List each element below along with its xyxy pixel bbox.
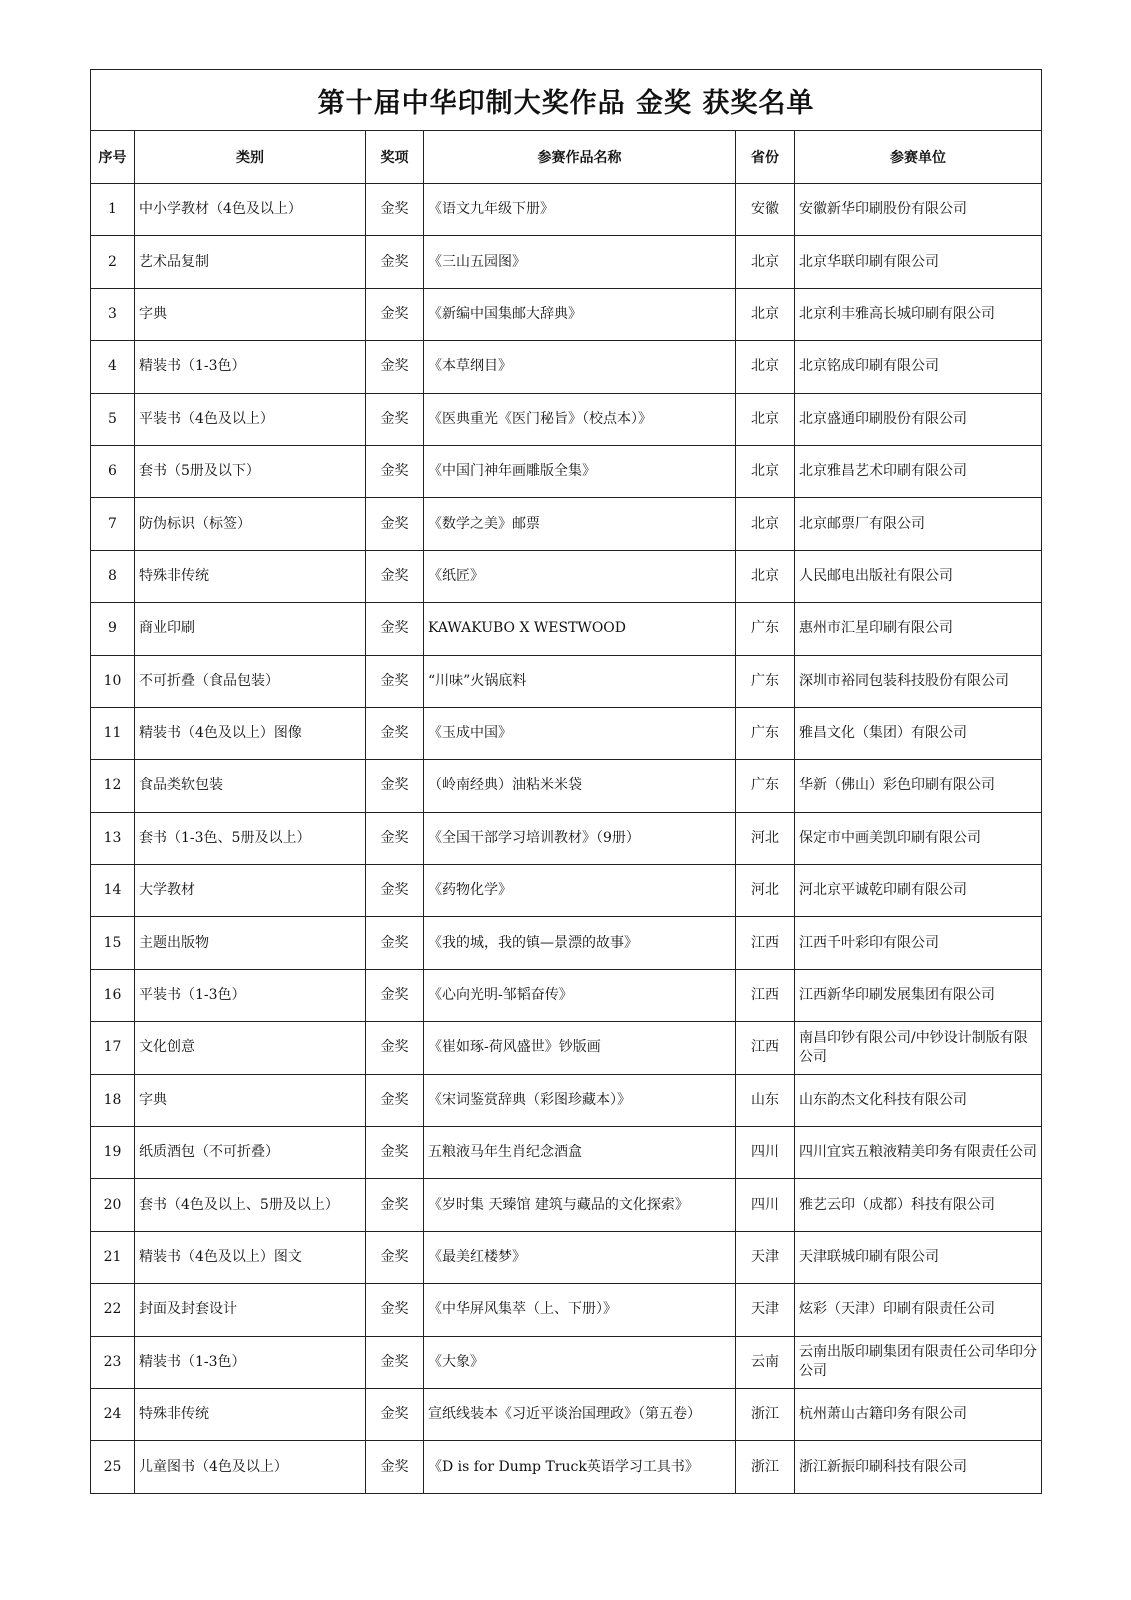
cell-no: 23 (91, 1336, 135, 1388)
cell-award: 金奖 (366, 969, 424, 1021)
table-row (91, 1231, 1042, 1283)
cell-award: 金奖 (366, 760, 424, 812)
cell-unit: 人民邮电出版社有限公司 (795, 550, 1042, 602)
cell-no: 15 (91, 917, 135, 969)
cell-award: 金奖 (366, 917, 424, 969)
table-row (91, 917, 1042, 969)
header-work: 参赛作品名称 (424, 131, 736, 184)
cell-province: 浙江 (736, 1441, 795, 1493)
header-award: 奖项 (366, 131, 424, 184)
cell-unit: 北京铭成印刷有限公司 (795, 341, 1042, 393)
cell-category: 文化创意 (135, 1022, 366, 1074)
cell-work: 《数学之美》邮票 (424, 498, 736, 550)
cell-no: 18 (91, 1074, 135, 1126)
cell-award: 金奖 (366, 393, 424, 445)
table-row (91, 865, 1042, 917)
cell-unit: 天津联城印刷有限公司 (795, 1231, 1042, 1283)
cell-award: 金奖 (366, 1441, 424, 1493)
cell-category: 平装书（4色及以上） (135, 393, 366, 445)
cell-province: 北京 (736, 393, 795, 445)
cell-unit: 华新（佛山）彩色印刷有限公司 (795, 760, 1042, 812)
cell-work: 《纸匠》 (424, 550, 736, 602)
cell-award: 金奖 (366, 236, 424, 288)
cell-category: 字典 (135, 1074, 366, 1126)
table-row (91, 1441, 1042, 1493)
cell-no: 5 (91, 393, 135, 445)
cell-province: 北京 (736, 498, 795, 550)
cell-award: 金奖 (366, 1388, 424, 1440)
cell-work: （岭南经典）油粘米米袋 (424, 760, 736, 812)
table-row (91, 236, 1042, 288)
cell-no: 19 (91, 1127, 135, 1179)
cell-work: 《全国干部学习培训教材》（9册） (424, 812, 736, 864)
cell-category: 套书（5册及以下） (135, 445, 366, 497)
cell-category: 套书（4色及以上、5册及以上） (135, 1179, 366, 1231)
cell-unit: 江西新华印刷发展集团有限公司 (795, 969, 1042, 1021)
cell-no: 17 (91, 1022, 135, 1074)
cell-category: 儿童图书（4色及以上） (135, 1441, 366, 1493)
cell-work: 《玉成中国》 (424, 707, 736, 759)
cell-award: 金奖 (366, 812, 424, 864)
cell-unit: 惠州市汇星印刷有限公司 (795, 603, 1042, 655)
cell-no: 20 (91, 1179, 135, 1231)
cell-category: 艺术品复制 (135, 236, 366, 288)
cell-province: 广东 (736, 603, 795, 655)
cell-award: 金奖 (366, 707, 424, 759)
cell-work: 《医典重光《医门秘旨》（校点本）》 (424, 393, 736, 445)
table-row (91, 1336, 1042, 1388)
cell-no: 1 (91, 184, 135, 236)
cell-province: 北京 (736, 288, 795, 340)
award-list-sheet (90, 69, 1041, 1494)
cell-province: 河北 (736, 865, 795, 917)
table-row (91, 498, 1042, 550)
cell-award: 金奖 (366, 1074, 424, 1126)
award-table (90, 69, 1042, 1494)
cell-unit: 北京邮票厂有限公司 (795, 498, 1042, 550)
cell-province: 江西 (736, 969, 795, 1021)
cell-category: 封面及封套设计 (135, 1284, 366, 1336)
cell-category: 字典 (135, 288, 366, 340)
table-row (91, 760, 1042, 812)
cell-work: 《最美红楼梦》 (424, 1231, 736, 1283)
cell-work: 《本草纲目》 (424, 341, 736, 393)
cell-no: 9 (91, 603, 135, 655)
cell-no: 7 (91, 498, 135, 550)
cell-category: 精装书（4色及以上）图像 (135, 707, 366, 759)
cell-category: 不可折叠（食品包装） (135, 655, 366, 707)
table-row (91, 969, 1042, 1021)
cell-no: 24 (91, 1388, 135, 1440)
cell-work: 《宋词鉴赏辞典（彩图珍藏本）》 (424, 1074, 736, 1126)
cell-unit: 山东韵杰文化科技有限公司 (795, 1074, 1042, 1126)
cell-no: 16 (91, 969, 135, 1021)
cell-unit: 深圳市裕同包装科技股份有限公司 (795, 655, 1042, 707)
cell-award: 金奖 (366, 445, 424, 497)
cell-province: 安徽 (736, 184, 795, 236)
cell-province: 山东 (736, 1074, 795, 1126)
cell-category: 纸质酒包（不可折叠） (135, 1127, 366, 1179)
cell-unit: 南昌印钞有限公司/中钞设计制版有限公司 (795, 1022, 1042, 1074)
table-row (91, 1284, 1042, 1336)
cell-unit: 云南出版印刷集团有限责任公司华印分公司 (795, 1336, 1042, 1388)
cell-no: 25 (91, 1441, 135, 1493)
table-row (91, 341, 1042, 393)
cell-award: 金奖 (366, 655, 424, 707)
cell-award: 金奖 (366, 1179, 424, 1231)
cell-unit: 北京利丰雅高长城印刷有限公司 (795, 288, 1042, 340)
cell-province: 北京 (736, 550, 795, 602)
table-row (91, 288, 1042, 340)
cell-province: 江西 (736, 917, 795, 969)
cell-unit: 北京华联印刷有限公司 (795, 236, 1042, 288)
cell-work: KAWAKUBO X WESTWOOD (424, 603, 736, 655)
cell-unit: 雅艺云印（成都）科技有限公司 (795, 1179, 1042, 1231)
table-row (91, 603, 1042, 655)
cell-work: 《我的城，我的镇—景漂的故事》 (424, 917, 736, 969)
table-row (91, 1179, 1042, 1231)
cell-award: 金奖 (366, 341, 424, 393)
cell-province: 河北 (736, 812, 795, 864)
cell-unit: 杭州萧山古籍印务有限公司 (795, 1388, 1042, 1440)
cell-work: 《大象》 (424, 1336, 736, 1388)
cell-category: 大学教材 (135, 865, 366, 917)
cell-province: 四川 (736, 1127, 795, 1179)
cell-work: 《心向光明-邹韬奋传》 (424, 969, 736, 1021)
cell-category: 特殊非传统 (135, 550, 366, 602)
table-body (91, 184, 1042, 1494)
cell-province: 云南 (736, 1336, 795, 1388)
table-row (91, 393, 1042, 445)
header-province: 省份 (736, 131, 795, 184)
cell-work: 《崔如琢-荷风盛世》钞版画 (424, 1022, 736, 1074)
cell-award: 金奖 (366, 1284, 424, 1336)
cell-province: 四川 (736, 1179, 795, 1231)
cell-work: “川味”火锅底料 (424, 655, 736, 707)
cell-work: 《中华屏风集萃（上、下册）》 (424, 1284, 736, 1336)
cell-province: 广东 (736, 707, 795, 759)
cell-unit: 河北京平诚乾印刷有限公司 (795, 865, 1042, 917)
cell-work: 《语文九年级下册》 (424, 184, 736, 236)
cell-work: 《药物化学》 (424, 865, 736, 917)
cell-no: 3 (91, 288, 135, 340)
cell-category: 特殊非传统 (135, 1388, 366, 1440)
cell-category: 精装书（1-3色） (135, 1336, 366, 1388)
cell-unit: 安徽新华印刷股份有限公司 (795, 184, 1042, 236)
table-row (91, 655, 1042, 707)
cell-no: 22 (91, 1284, 135, 1336)
cell-category: 中小学教材（4色及以上） (135, 184, 366, 236)
cell-unit: 保定市中画美凯印刷有限公司 (795, 812, 1042, 864)
cell-no: 11 (91, 707, 135, 759)
cell-province: 广东 (736, 760, 795, 812)
cell-work: 《三山五园图》 (424, 236, 736, 288)
cell-work: 五粮液马年生肖纪念酒盒 (424, 1127, 736, 1179)
cell-award: 金奖 (366, 498, 424, 550)
table-row (91, 550, 1042, 602)
cell-category: 防伪标识（标签） (135, 498, 366, 550)
cell-no: 8 (91, 550, 135, 602)
cell-province: 北京 (736, 445, 795, 497)
table-row (91, 812, 1042, 864)
cell-award: 金奖 (366, 288, 424, 340)
table-row (91, 1074, 1042, 1126)
cell-award: 金奖 (366, 865, 424, 917)
document-title: 第十届中华印制大奖作品 金奖 获奖名单 (91, 70, 1042, 131)
table-row (91, 184, 1042, 236)
table-row (91, 1127, 1042, 1179)
cell-province: 江西 (736, 1022, 795, 1074)
cell-province: 天津 (736, 1231, 795, 1283)
cell-award: 金奖 (366, 603, 424, 655)
cell-unit: 雅昌文化（集团）有限公司 (795, 707, 1042, 759)
cell-work: 《D is for Dump Truck英语学习工具书》 (424, 1441, 736, 1493)
cell-work: 《岁时集 天臻馆 建筑与藏品的文化探索》 (424, 1179, 736, 1231)
cell-unit: 北京盛通印刷股份有限公司 (795, 393, 1042, 445)
header-no: 序号 (91, 131, 135, 184)
cell-category: 精装书（4色及以上）图文 (135, 1231, 366, 1283)
cell-category: 平装书（1-3色） (135, 969, 366, 1021)
header-unit: 参赛单位 (795, 131, 1042, 184)
cell-no: 2 (91, 236, 135, 288)
cell-no: 13 (91, 812, 135, 864)
cell-award: 金奖 (366, 550, 424, 602)
cell-award: 金奖 (366, 1022, 424, 1074)
cell-category: 精装书（1-3色） (135, 341, 366, 393)
cell-category: 主题出版物 (135, 917, 366, 969)
cell-unit: 浙江新振印刷科技有限公司 (795, 1441, 1042, 1493)
cell-award: 金奖 (366, 1231, 424, 1283)
cell-award: 金奖 (366, 184, 424, 236)
cell-no: 21 (91, 1231, 135, 1283)
table-header-row (91, 131, 1042, 184)
cell-award: 金奖 (366, 1127, 424, 1179)
cell-province: 广东 (736, 655, 795, 707)
cell-province: 浙江 (736, 1388, 795, 1440)
cell-unit: 炫彩（天津）印刷有限责任公司 (795, 1284, 1042, 1336)
cell-province: 北京 (736, 236, 795, 288)
cell-unit: 北京雅昌艺术印刷有限公司 (795, 445, 1042, 497)
cell-award: 金奖 (366, 1336, 424, 1388)
table-row (91, 1388, 1042, 1440)
cell-work: 宣纸线装本《习近平谈治国理政》（第五卷） (424, 1388, 736, 1440)
table-row (91, 1022, 1042, 1074)
cell-work: 《新编中国集邮大辞典》 (424, 288, 736, 340)
cell-category: 商业印刷 (135, 603, 366, 655)
cell-province: 北京 (736, 341, 795, 393)
table-row (91, 707, 1042, 759)
cell-unit: 四川宜宾五粮液精美印务有限责任公司 (795, 1127, 1042, 1179)
cell-no: 4 (91, 341, 135, 393)
cell-no: 10 (91, 655, 135, 707)
cell-category: 套书（1-3色、5册及以上） (135, 812, 366, 864)
header-category: 类别 (135, 131, 366, 184)
cell-no: 12 (91, 760, 135, 812)
cell-work: 《中国门神年画雕版全集》 (424, 445, 736, 497)
cell-province: 天津 (736, 1284, 795, 1336)
cell-no: 14 (91, 865, 135, 917)
cell-unit: 江西千叶彩印有限公司 (795, 917, 1042, 969)
cell-category: 食品类软包装 (135, 760, 366, 812)
cell-no: 6 (91, 445, 135, 497)
table-row (91, 445, 1042, 497)
